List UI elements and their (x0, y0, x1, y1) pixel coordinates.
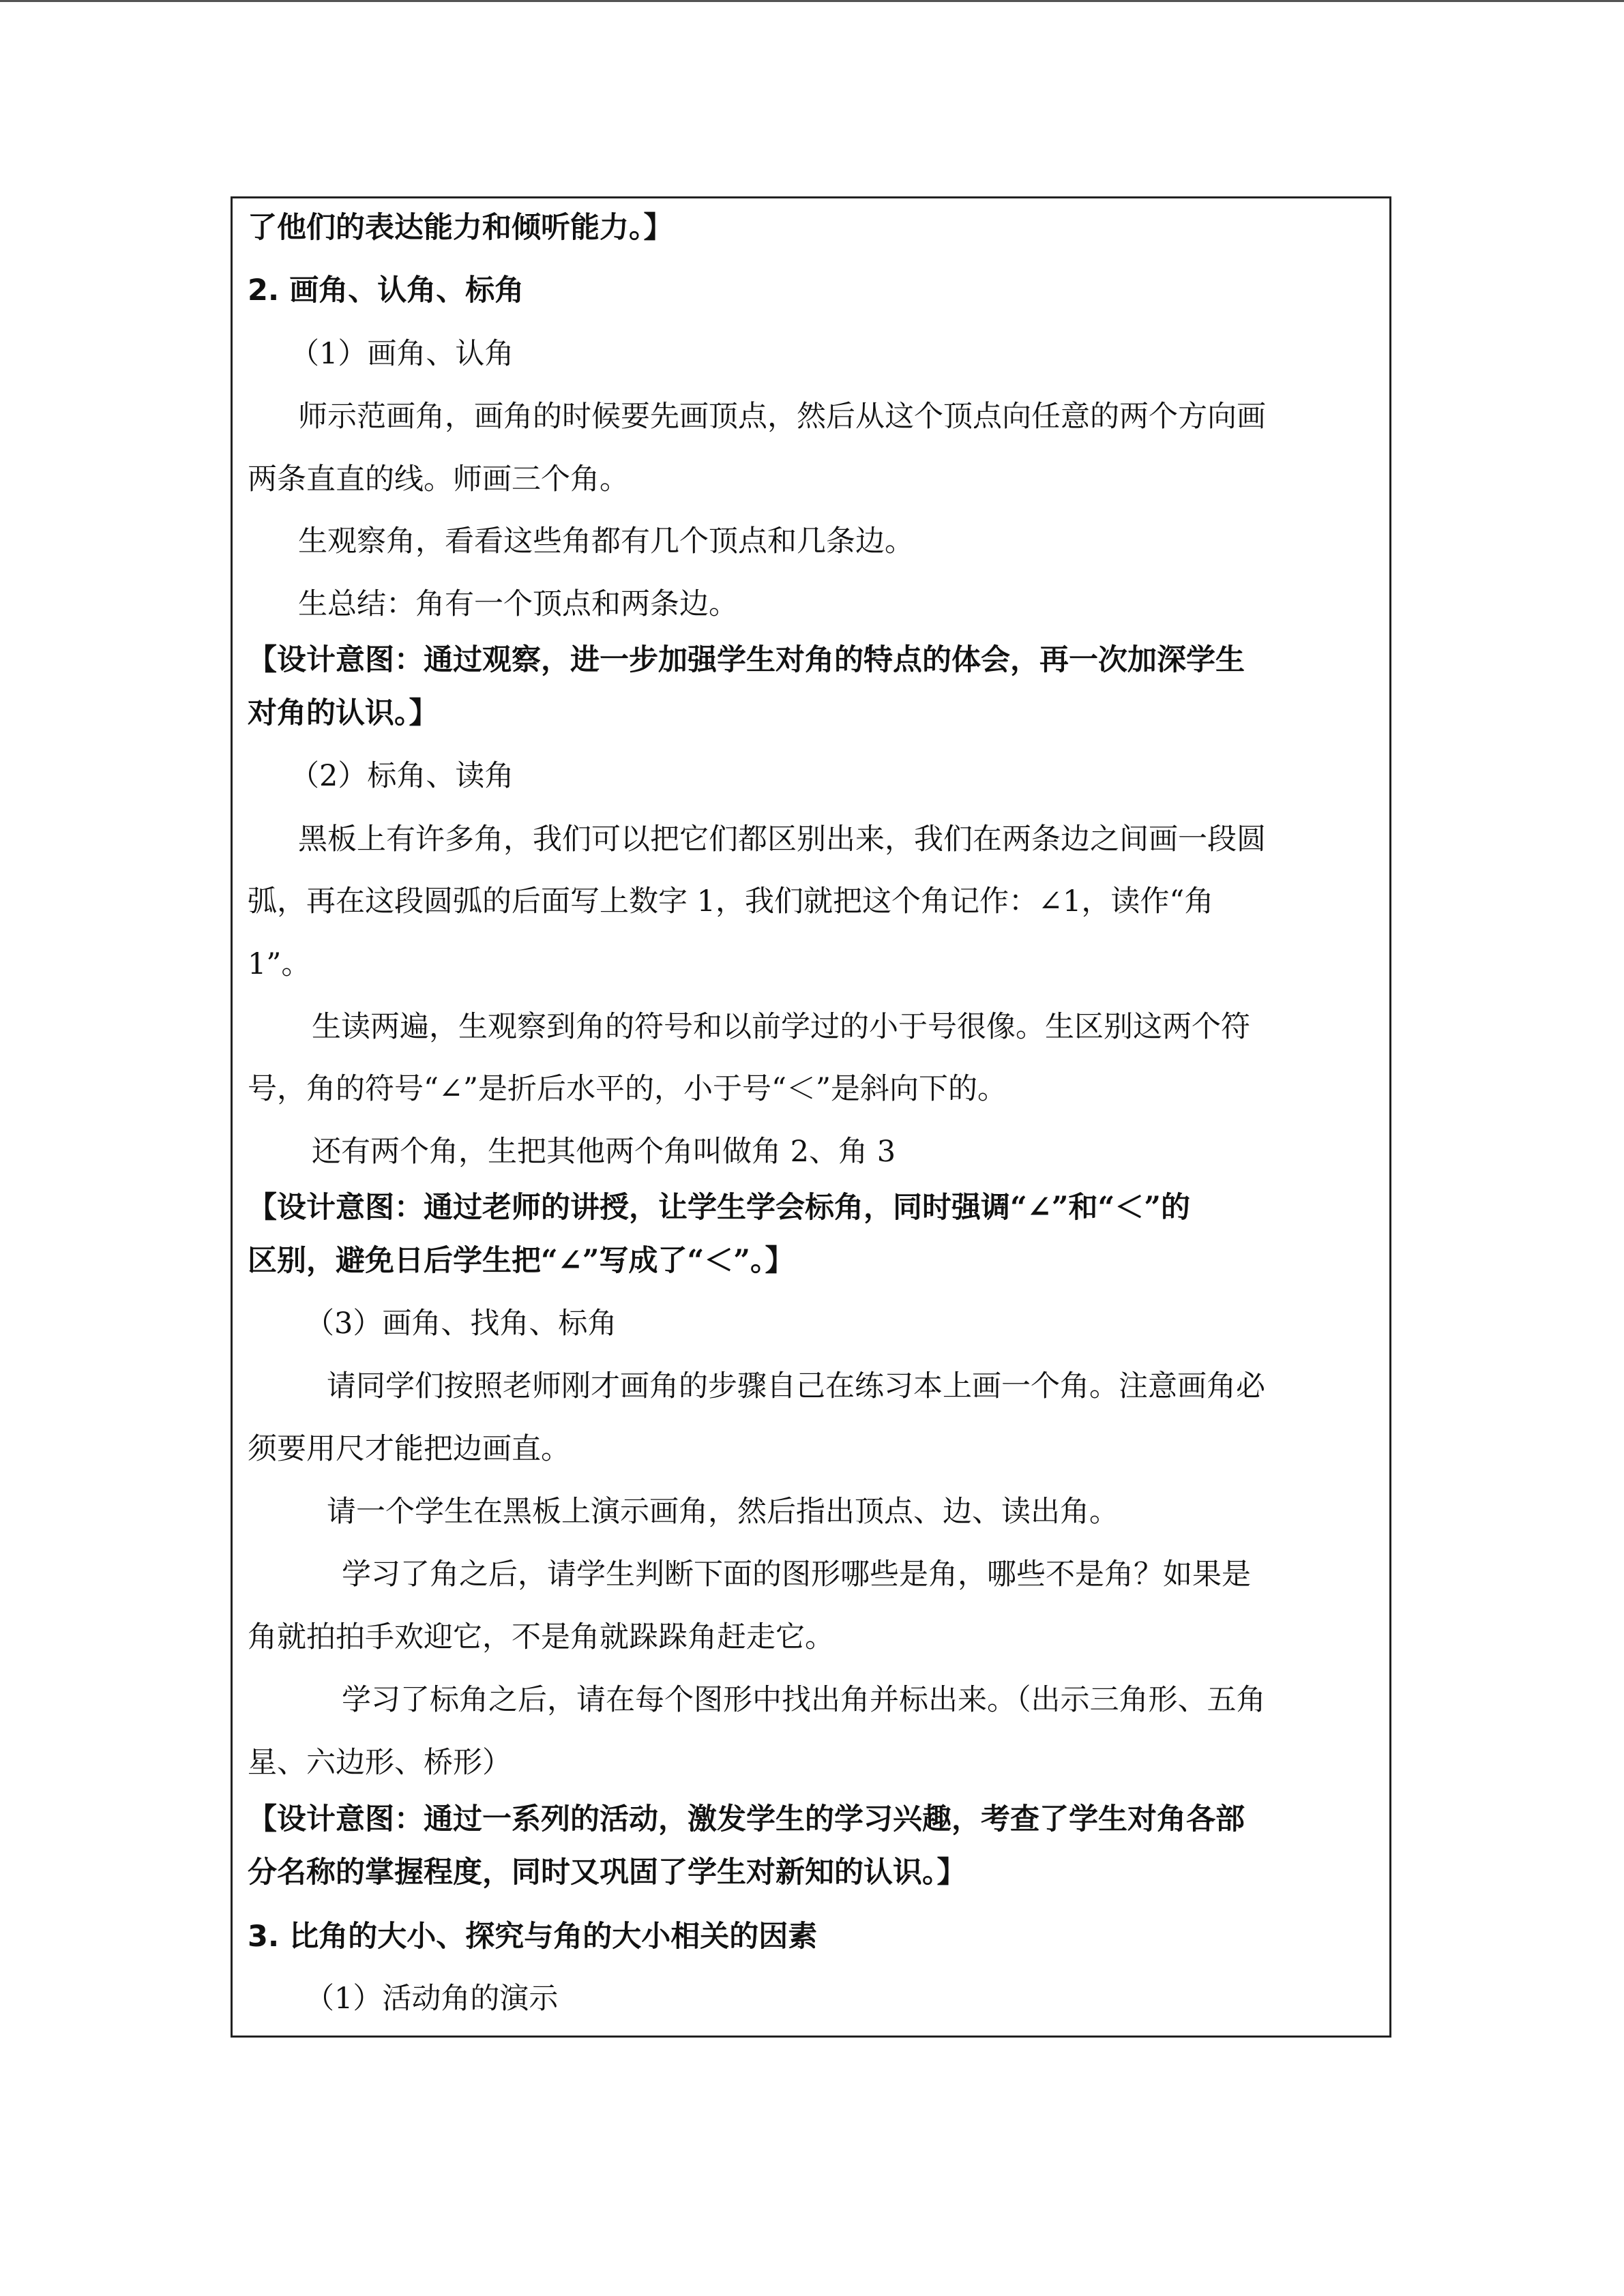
lesson-content-box (231, 196, 1391, 2038)
subsection-heading-2-2: （2）标角、读角 (290, 759, 514, 793)
subsection-heading-3-1: （1）活动角的演示 (305, 1982, 559, 2016)
design-intent-line: 对角的认识。】 (248, 696, 439, 730)
design-intent-line: 【设计意图：通过一系列的活动，激发学生的学习兴趣，考查了学生对角各部 (248, 1802, 1245, 1836)
paragraph-line: 还有两个角，生把其他两个角叫做角 2、角 3 (312, 1135, 896, 1169)
design-intent-line: 区别，避免日后学生把“∠”写成了“＜”。】 (248, 1244, 795, 1278)
paragraph-line: 学习了角之后，请学生判断下面的图形哪些是角，哪些不是角？如果是 (342, 1557, 1251, 1592)
paragraph-line: 星、六边形、桥形） (248, 1746, 512, 1780)
paragraph-line: 生总结：角有一个顶点和两条边。 (298, 587, 738, 621)
design-intent-line: 【设计意图：通过观察，进一步加强学生对角的特点的体会，再一次加深学生 (248, 643, 1245, 677)
subsection-heading-2-3: （3）画角、找角、标角 (305, 1307, 617, 1341)
paragraph-line: 须要用尺才能把边画直。 (248, 1432, 570, 1466)
paragraph-line: 学习了标角之后，请在每个图形中找出角并标出来。（出示三角形、五角 (342, 1683, 1266, 1717)
page-top-border (0, 0, 1624, 2)
paragraph-line: 黑板上有许多角，我们可以把它们都区别出来，我们在两条边之间画一段圆 (298, 822, 1266, 856)
paragraph-line: 生观察角，看看这些角都有几个顶点和几条边。 (298, 524, 914, 558)
paragraph-line: 师示范画角，画角的时候要先画顶点，然后从这个顶点向任意的两个方向画 (298, 400, 1266, 434)
section-heading-2: 2. 画角、认角、标角 (248, 273, 525, 308)
section-heading-3: 3. 比角的大小、探究与角的大小相关的因素 (248, 1920, 818, 1954)
paragraph-line: 号，角的符号“∠”是折后水平的，小于号“＜”是斜向下的。 (248, 1072, 1007, 1106)
paragraph-line: 生读两遍，生观察到角的符号和以前学过的小于号很像。生区别这两个符 (312, 1010, 1250, 1044)
paragraph-line: 请同学们按照老师刚才画角的步骤自己在练习本上画一个角。注意画角必 (327, 1369, 1265, 1403)
subsection-heading-2-1: （1）画角、认角 (290, 337, 514, 371)
paragraph-line: 两条直直的线。师画三个角。 (248, 462, 629, 496)
paragraph-line: 1”。 (248, 947, 311, 981)
design-intent-line: 【设计意图：通过老师的讲授，让学生学会标角，同时强调“∠”和“＜”的 (248, 1191, 1190, 1225)
design-intent-continuation: 了他们的表达能力和倾听能力。】 (248, 211, 673, 245)
paragraph-line: 角就拍拍手欢迎它，不是角就跺跺角赶走它。 (248, 1620, 834, 1654)
paragraph-line: 请一个学生在黑板上演示画角，然后指出顶点、边、读出角。 (327, 1495, 1119, 1529)
design-intent-line: 分名称的掌握程度，同时又巩固了学生对新知的认识。】 (248, 1855, 966, 1890)
paragraph-line: 弧，再在这段圆弧的后面写上数字 1，我们就把这个角记作：∠1，读作“角 (248, 884, 1214, 919)
